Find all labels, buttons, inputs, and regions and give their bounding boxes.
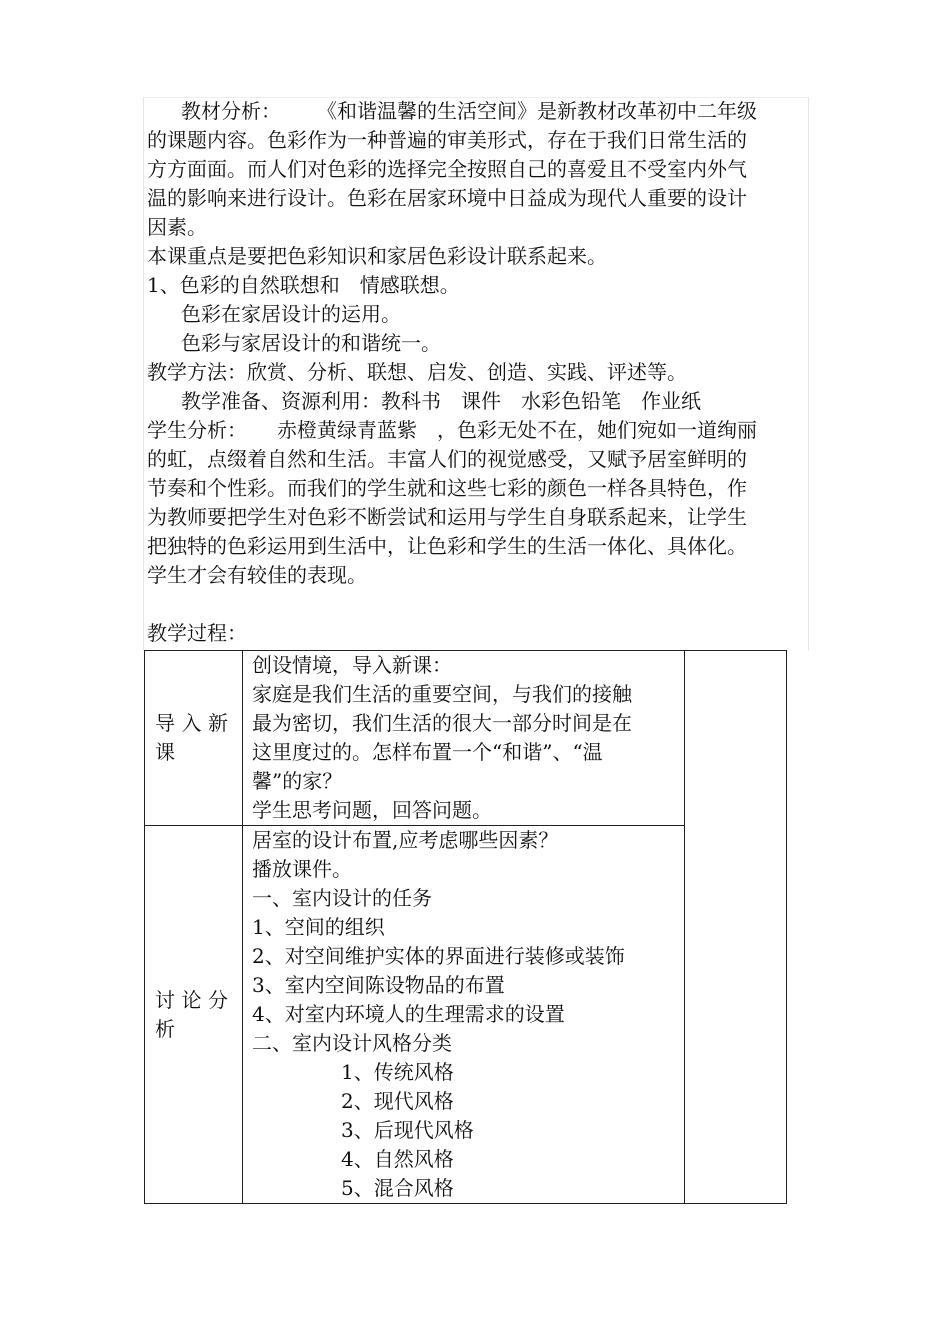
stage-label: 讨论分析 bbox=[155, 987, 234, 1041]
style-item: 2、现代风格 bbox=[341, 1089, 454, 1113]
content-line: 家庭是我们生活的重要空间，与我们的接触 bbox=[252, 682, 632, 706]
process-label: 教学过程： bbox=[147, 621, 247, 645]
content-line: 学生思考问题，回答问题。 bbox=[252, 798, 492, 822]
stage-label: 导入新课 bbox=[155, 711, 234, 764]
notes-cell bbox=[685, 651, 787, 1204]
content-line: 播放课件。 bbox=[252, 857, 352, 881]
lesson-table bbox=[144, 650, 787, 1204]
stage-cell bbox=[145, 826, 243, 1204]
content-line: 居室的设计布置,应考虑哪些因素？ bbox=[252, 828, 559, 852]
student-analysis-line bbox=[147, 416, 817, 445]
analysis-text-line: 因素。 bbox=[147, 215, 207, 239]
analysis-first-line: 《和谐温馨的生活空间》是新教材改革初中二年级 bbox=[317, 99, 757, 123]
student-text-line: 学生才会有较佳的表现。 bbox=[147, 563, 367, 587]
analysis-label: 教材分析： bbox=[181, 99, 281, 123]
content-line: 最为密切，我们生活的很大一部分时间是在 bbox=[252, 711, 632, 735]
teaching-prep: 教学准备、资源利用：教科书 课件 水彩色铅笔 作业纸 bbox=[181, 389, 701, 413]
analysis-text-line: 温的影响来进行设计。色彩在居家环境中日益成为现代人重要的设计 bbox=[147, 186, 747, 210]
content-line: 创设情境，导入新课： bbox=[252, 653, 452, 677]
student-text-line: 把独特的色彩运用到生活中，让色彩和学生的生活一体化、具体化。 bbox=[147, 534, 747, 558]
analysis-text-line: 方方面面。而人们对色彩的选择完全按照自己的喜爱且不受室内外气 bbox=[147, 157, 747, 181]
point-1: 1、色彩的自然联想和 情感联想。 bbox=[147, 273, 460, 297]
content-cell bbox=[243, 651, 685, 826]
student-label: 学生分析： bbox=[147, 418, 247, 442]
key-point: 本课重点是要把色彩知识和家居色彩设计联系起来。 bbox=[147, 244, 607, 268]
analysis-text-line: 的课题内容。色彩作为一种普遍的审美形式，存在于我们日常生活的 bbox=[147, 128, 747, 152]
student-text-line: 的虹，点缀着自然和生活。丰富人们的视觉感受，又赋予居室鲜明的 bbox=[147, 447, 747, 471]
content-cell bbox=[243, 826, 685, 1204]
style-item: 3、后现代风格 bbox=[341, 1118, 474, 1142]
student-text-line: 节奏和个性彩。而我们的学生就和这些七彩的颜色一样各具特色，作 bbox=[147, 476, 747, 500]
student-first-line: 赤橙黄绿青蓝紫 ，色彩无处不在，她们宛如一道绚丽 bbox=[277, 418, 757, 442]
content-line: 1、空间的组织 bbox=[252, 915, 385, 939]
point-2: 色彩在家居设计的运用。 bbox=[181, 302, 401, 326]
content-line: 二、室内设计风格分类 bbox=[252, 1031, 452, 1055]
point-3: 色彩与家居设计的和谐统一。 bbox=[181, 331, 441, 355]
content-line: 4、对室内环境人的生理需求的设置 bbox=[252, 1002, 565, 1026]
content-line: 馨”的家？ bbox=[252, 769, 343, 793]
content-line: 这里度过的。怎样布置一个“和谐”、“温 bbox=[252, 740, 603, 764]
content-line: 2、对空间维护实体的界面进行装修或装饰 bbox=[252, 944, 625, 968]
style-item: 5、混合风格 bbox=[341, 1176, 454, 1200]
table-row bbox=[145, 651, 787, 826]
stage-cell bbox=[145, 651, 243, 826]
teaching-method: 教学方法：欣赏、分析、联想、启发、创造、实践、评述等。 bbox=[147, 360, 687, 384]
style-item: 1、传统风格 bbox=[341, 1060, 454, 1084]
content-line: 一、室内设计的任务 bbox=[252, 886, 432, 910]
style-item: 4、自然风格 bbox=[341, 1147, 454, 1171]
content-line: 3、室内空间陈设物品的布置 bbox=[252, 973, 505, 997]
student-text-line: 为教师要把学生对色彩不断尝试和运用与学生自身联系起来，让学生 bbox=[147, 505, 747, 529]
analysis-line bbox=[147, 97, 817, 126]
